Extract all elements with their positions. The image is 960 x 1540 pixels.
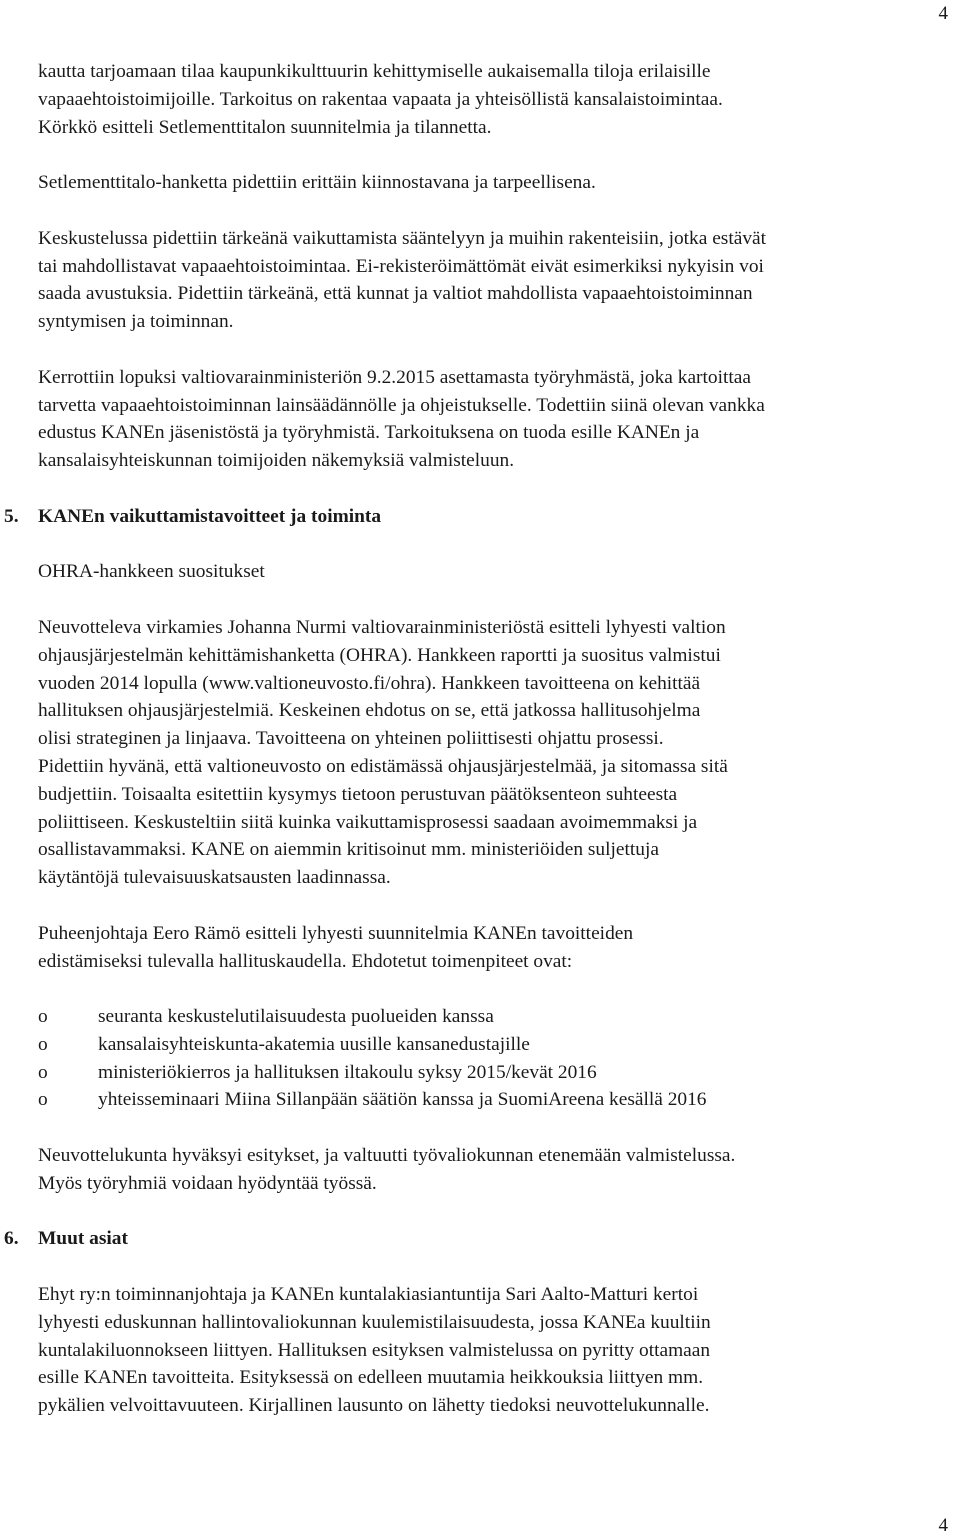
text-line: osallistavammaksi. KANE on aiemmin kritisoinut mm. ministeriöiden suljettuja xyxy=(38,839,659,861)
subheading-text: OHRA-hankkeen suositukset xyxy=(38,561,265,583)
text-line: Neuvottelukunta hyväksyi esitykset, ja valtuutti työvaliokunnan etenemään valmistelussa. xyxy=(38,1145,736,1167)
paragraph-chair-plans xyxy=(38,920,943,976)
page-number-bottom: 4 xyxy=(938,1515,948,1536)
text-line: Myös työryhmiä voidaan hyödyntää työssä. xyxy=(38,1172,377,1194)
paragraph-regulation-discussion xyxy=(38,225,943,336)
section-5-title: KANEn vaikuttamistavoitteet ja toiminta xyxy=(38,505,382,527)
section-5-subheading xyxy=(38,558,943,586)
paragraph-approval xyxy=(38,1142,943,1198)
text-line: kuntalakiluonnokseen liittyen. Hallituksen esityksen valmistelussa on pyritty ottamaan xyxy=(38,1339,711,1361)
text-line: poliittiseen. Keskusteltiin siitä kuinka vaikuttamisprosessi saadaan avoimemmaksi ja xyxy=(38,811,698,833)
text-line: lyhyesti eduskunnan hallintovaliokunnan kuulemistilaisuudesta, jossa KANEa kuultiin xyxy=(38,1311,711,1333)
text-line: Neuvotteleva virkamies Johanna Nurmi valtiovarainministeriöstä esitteli lyhyesti valtion xyxy=(38,616,726,638)
text-line: Kerrottiin lopuksi valtiovarainministeriön 9.2.2015 asettamasta työryhmästä, joka kartoittaa xyxy=(38,366,751,388)
text-line: esille KANEn tavoitteita. Esityksessä on edelleen muutamia heikkouksia liittyen mm. xyxy=(38,1367,704,1389)
list-item-text: ministeriökierros ja hallituksen iltakoulu syksy 2015/kevät 2016 xyxy=(98,1061,597,1083)
proposed-actions-list xyxy=(38,1003,943,1114)
text-line: vapaaehtoistoimijoille. Tarkoitus on rakentaa vapaata ja yhteisöllistä kansalaistoimintaa. xyxy=(38,88,723,110)
text-line: vuoden 2014 lopulla (www.valtioneuvosto.fi/ohra). Hankkeen tavoitteena on kehittää xyxy=(38,672,701,694)
text-line: edistämiseksi tulevalla hallituskaudella. Ehdotetut toimenpiteet ovat: xyxy=(38,950,573,972)
text-line: Körkkö esitteli Setlementtitalon suunnitelmia ja tilannetta. xyxy=(38,116,492,138)
text-line: Puheenjohtaja Eero Rämö esitteli lyhyesti suunnitelmia KANEn tavoitteiden xyxy=(38,922,634,944)
section-6-title: Muut asiat xyxy=(38,1228,128,1250)
text-line: ohjausjärjestelmän kehittämishanketta (OHRA). Hankkeen raportti ja suositus valmistui xyxy=(38,644,721,666)
text-line: budjettiin. Toisaalta esitettiin kysymys tietoon perustuvan päätöksenteon suhteesta xyxy=(38,783,678,805)
paragraph-ohra xyxy=(38,614,943,892)
list-item-text: seuranta keskustelutilaisuudesta puolueiden kanssa xyxy=(98,1006,494,1028)
text-line: syntymisen ja toiminnan. xyxy=(38,311,234,333)
list-item xyxy=(38,1003,943,1031)
document-body xyxy=(4,58,943,1448)
text-line: saada avustuksia. Pidettiin tärkeänä, että kunnat ja valtiot mahdollista vapaaehtoistoiminnan xyxy=(38,283,753,305)
bullet-marker: o xyxy=(38,1033,48,1055)
paragraph-municipal-law xyxy=(38,1281,943,1420)
section-6-number: 6. xyxy=(4,1228,19,1250)
page-number-top: 4 xyxy=(938,3,948,24)
text-line: pykälien velvoittavuuteen. Kirjallinen lausunto on lähetty tiedoksi neuvottelukunnalle. xyxy=(38,1395,710,1417)
text-line: tai mahdollistavat vapaaehtoistoimintaa. Ei-rekisteröimättömät eivät esimerkiksi nykyisin voi xyxy=(38,255,764,277)
list-item-text: yhteisseminaari Miina Sillanpään säätiön kanssa ja SuomiAreena kesällä 2016 xyxy=(98,1089,707,1111)
text-line: kautta tarjoamaan tilaa kaupunkikulttuurin kehittymiselle aukaisemalla tiloja erilaisille xyxy=(38,61,711,82)
text-line: edustus KANEn jäsenistöstä ja työryhmistä. Tarkoituksena on tuoda esille KANEn ja xyxy=(38,422,700,444)
text-line: kansalaisyhteiskunnan toimijoiden näkemyksiä valmisteluun. xyxy=(38,450,515,472)
list-item xyxy=(38,1086,943,1114)
section-6-heading xyxy=(4,1225,943,1253)
text-line: käytäntöjä tulevaisuuskatsausten laadinnassa. xyxy=(38,867,391,889)
list-item xyxy=(38,1059,943,1087)
text-line: Setlementtitalo-hanketta pidettiin erittäin kiinnostavana ja tarpeellisena. xyxy=(38,172,596,194)
bullet-marker: o xyxy=(38,1006,48,1028)
text-line: Keskustelussa pidettiin tärkeänä vaikuttamista sääntelyyn ja muihin rakenteisiin, jotka estävät xyxy=(38,227,767,249)
paragraph-setlementti-opinion xyxy=(38,169,943,197)
bullet-marker: o xyxy=(38,1089,48,1111)
paragraph-working-group xyxy=(38,364,943,475)
text-line: tarvetta vapaaehtoistoiminnan lainsäädännölle ja ohjeistukselle. Todettiin siinä olevan vankka xyxy=(38,394,765,416)
paragraph-setlementti-intro xyxy=(38,58,943,141)
list-item-text: kansalaisyhteiskunta-akatemia uusille kansanedustajille xyxy=(98,1033,530,1055)
section-5-number: 5. xyxy=(4,505,19,527)
list-item xyxy=(38,1031,943,1059)
text-line: hallituksen ohjausjärjestelmiä. Keskeinen ehdotus on se, että jatkossa hallitusohjelma xyxy=(38,700,701,722)
section-5-heading xyxy=(4,503,943,531)
text-line: olisi strateginen ja linjaava. Tavoitteena on yhteinen poliittisesti ohjattu prosessi. xyxy=(38,728,664,750)
text-line: Pidettiin hyvänä, että valtioneuvosto on edistämässä ohjausjärjestelmää, ja sitomassa sitä xyxy=(38,755,728,777)
text-line: Ehyt ry:n toiminnanjohtaja ja KANEn kuntalakiasiantuntija Sari Aalto-Matturi kertoi xyxy=(38,1284,699,1306)
bullet-marker: o xyxy=(38,1061,48,1083)
